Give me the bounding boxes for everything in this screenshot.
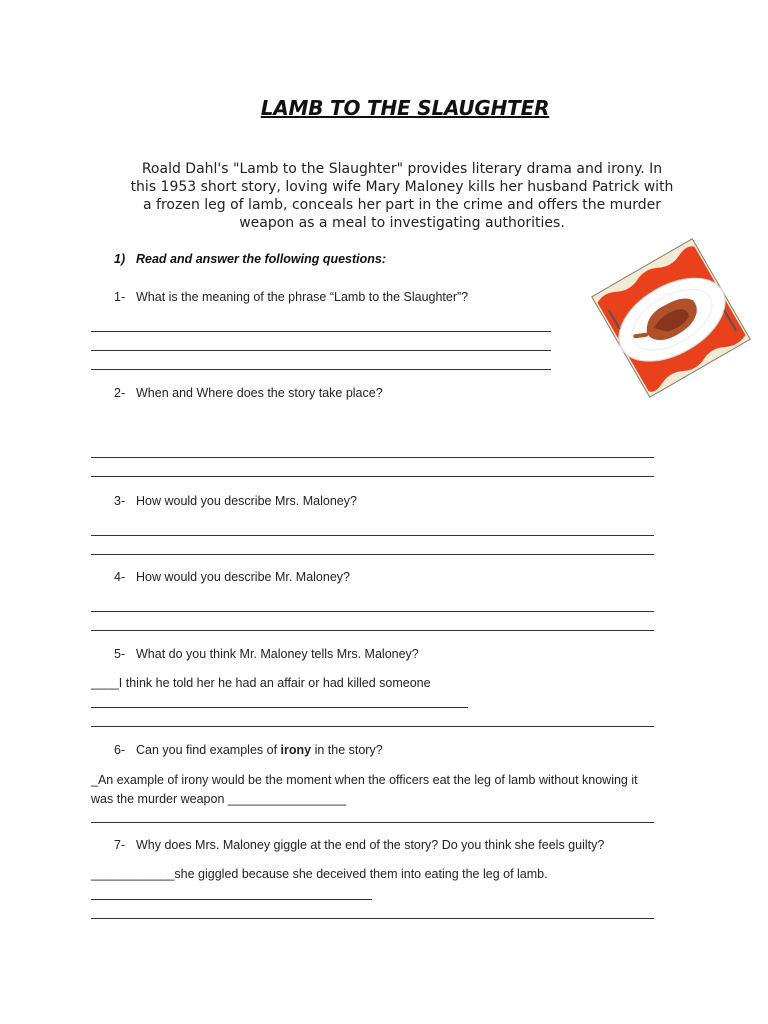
question-3: 3- How would you describe Mrs. Maloney? — [114, 494, 357, 508]
answer-line[interactable] — [91, 630, 654, 631]
section-heading — [114, 252, 386, 266]
answer-line[interactable] — [91, 535, 654, 536]
answer-line[interactable] — [91, 331, 551, 332]
question-5: 5- What do you think Mr. Maloney tells Mrs. Maloney? — [114, 647, 419, 661]
page-title: LAMB TO THE SLAUGHTER — [260, 96, 550, 120]
question-2: 2- When and Where does the story take place? — [114, 386, 383, 400]
section-number: 1) — [114, 252, 126, 266]
intro-paragraph: Roald Dahl's "Lamb to the Slaughter" provides literary drama and irony. In this 1953 short story, loving wife Mary Maloney kills her husband Patrick with a frozen leg of lamb, conceals her part in the crime and offers the murder weapon as a meal to investigating authorities. — [130, 161, 674, 231]
answer-7[interactable]: ____________she giggled because she deceived them into eating the leg of lamb. — [91, 867, 548, 881]
answer-line[interactable] — [91, 611, 654, 612]
answer-line[interactable] — [91, 899, 372, 900]
question-1: 1- What is the meaning of the phrase “Lamb to the Slaughter”? — [114, 290, 469, 304]
answer-line[interactable] — [91, 918, 654, 919]
answer-6[interactable]: _An example of irony would be the moment when the officers eat the leg of lamb without knowing it was the murder weapon _________________ — [91, 773, 638, 806]
question-7: 7- Why does Mrs. Maloney giggle at the end of the story? Do you think she feels guilty? — [114, 838, 605, 852]
answer-line[interactable] — [91, 457, 654, 458]
question-4: 4- How would you describe Mr. Maloney? — [114, 570, 350, 584]
section-label: Read and answer the following questions: — [136, 252, 387, 266]
answer-line[interactable] — [91, 707, 468, 708]
answer-line[interactable] — [91, 369, 551, 370]
answer-5[interactable]: ____I think he told her he had an affair or had killed someone — [91, 676, 431, 690]
answer-line[interactable] — [91, 476, 654, 477]
answer-line[interactable] — [91, 350, 551, 351]
roast-lamb-plate-icon — [585, 232, 757, 404]
question-6: 6- Can you find examples of irony in the story? — [114, 743, 383, 757]
answer-line[interactable] — [91, 822, 654, 823]
answer-line[interactable] — [91, 726, 654, 727]
answer-line[interactable] — [91, 554, 654, 555]
irony-keyword: irony — [280, 743, 312, 757]
